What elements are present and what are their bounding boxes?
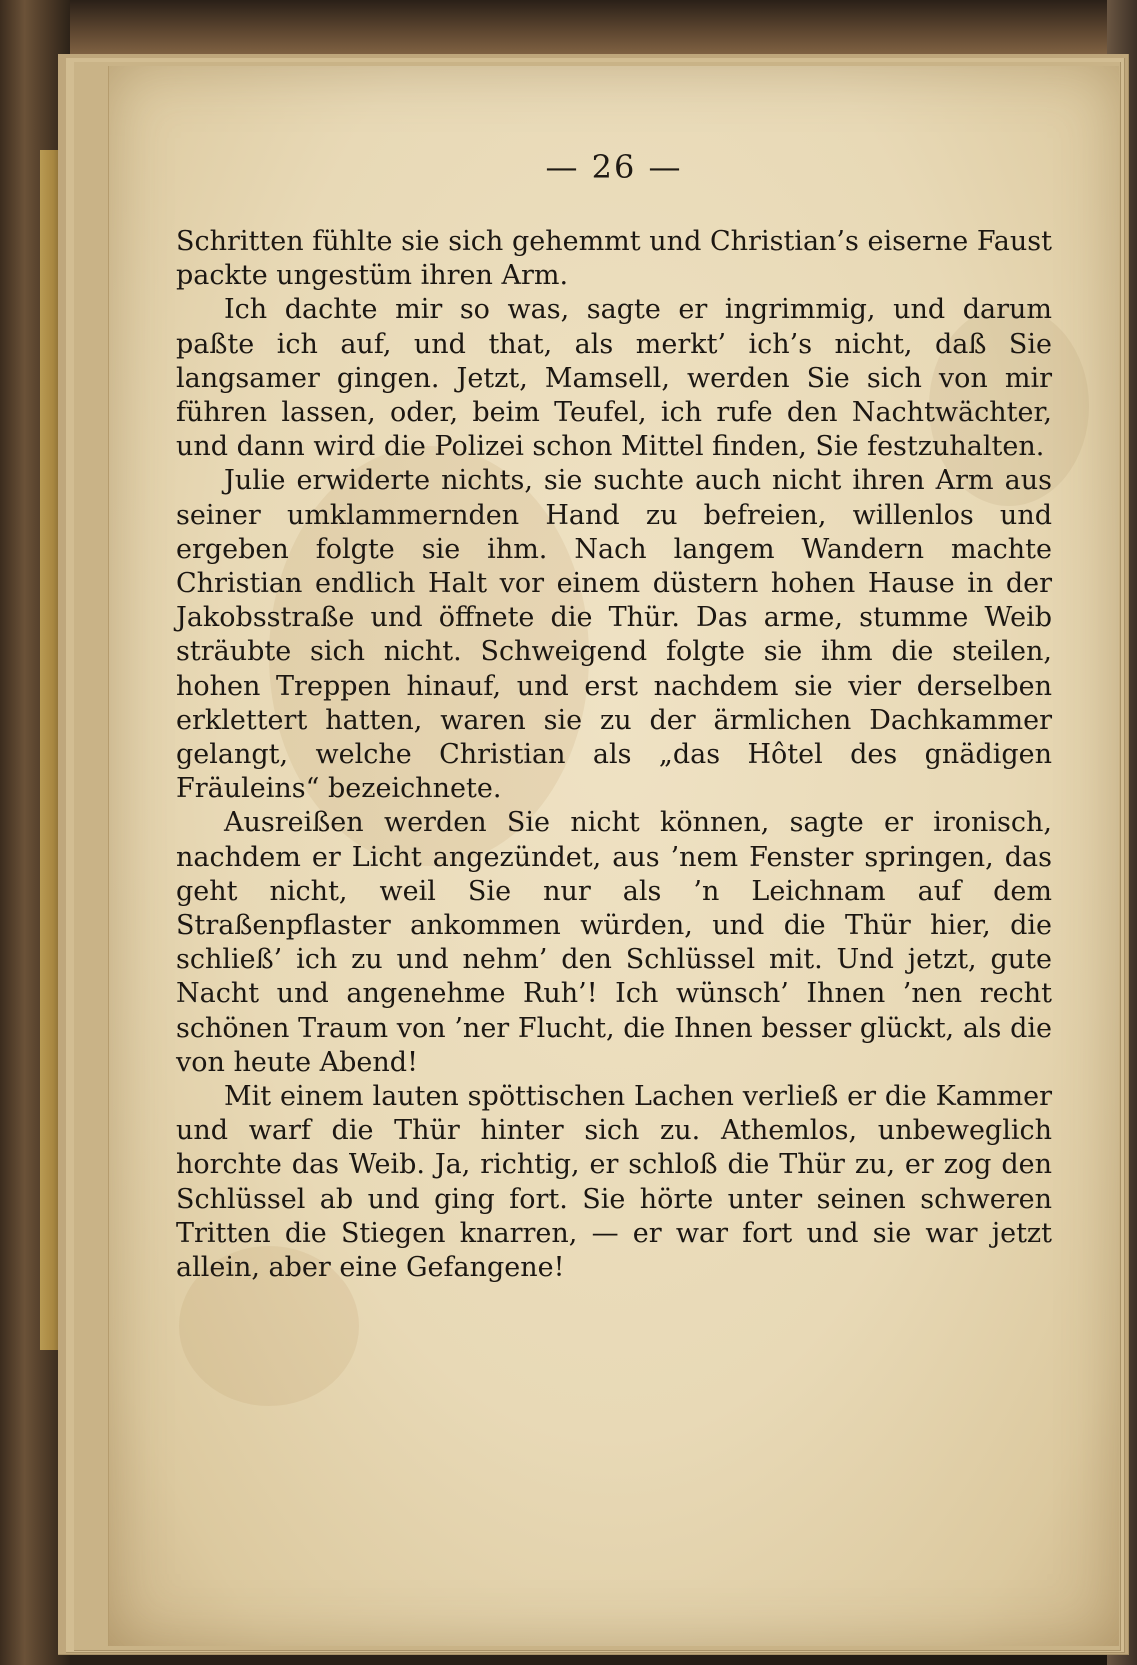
paragraph: Ich dachte mir so was, sagte er ingrimmig, und darum paßte ich auf, und that, als merkt’ ich’s nicht, daß Sie langsamer gingen. Jetzt, Mamsell, werden Sie sich von mir führen lassen, oder, beim Teufel, ich rufe den Nachtwächter, und dann wird die Polizei schon Mittel finden, Sie festzuhalten. [176, 294, 1052, 463]
paragraph: Ausreißen werden Sie nicht können, sagte er ironisch, nachdem er Licht angezündet, aus ’nem Fenster springen, das geht nicht, weil Sie nur als ’n Leichnam auf dem Straßenpflaster ankommen würden, und die Thür hier, die schließ’ ich zu und nehm’ den Schlüssel mit. Und jetzt, gute Nacht und angenehme Ruh’! Ich wünsch’ Ihnen ’nen recht schönen Traum von ’ner Flucht, die Ihnen besser glückt, als die von heute Abend! [176, 807, 1052, 1078]
page-body-text [176, 225, 1052, 1285]
book-cover-top-edge [0, 0, 1137, 62]
page-number: — 26 — [545, 148, 683, 186]
paragraph: Julie erwiderte nichts, sie suchte auch nicht ihren Arm aus seiner umklammernden Hand zu befreien, willenlos und ergeben folgte sie ihm. Nach langem Wandern machte Christian endlich Halt vor einem düstern hohen Hause in der Jakobsstraße und öffnete die Thür. Das arme, stumme Weib sträubte sich nicht. Schweigend folgte sie ihm die steilen, hohen Treppen hinauf, und erst nachdem sie vier derselben erklettert hatten, waren sie zu der ärmlichen Dachkammer gelangt, welche Christian als „das Hôtel des gnädigen Fräuleins“ bezeichnete. [176, 465, 1052, 805]
paragraph: Schritten fühlte sie sich gehemmt und Christian’s eiserne Faust packte ungestüm ihren Arm. [176, 226, 1052, 292]
paragraph: Mit einem lauten spöttischen Lachen verließ er die Kammer und warf die Thür hinter sich zu. Athemlos, unbeweglich horchte das Weib. Ja, richtig, er schloß die Thür zu, er zog den Schlüssel ab und ging fort. Sie hörte unter seinen schweren Tritten die Stiegen knarren, — er war fort und sie war jetzt allein, aber eine Gefangene! [176, 1081, 1052, 1284]
